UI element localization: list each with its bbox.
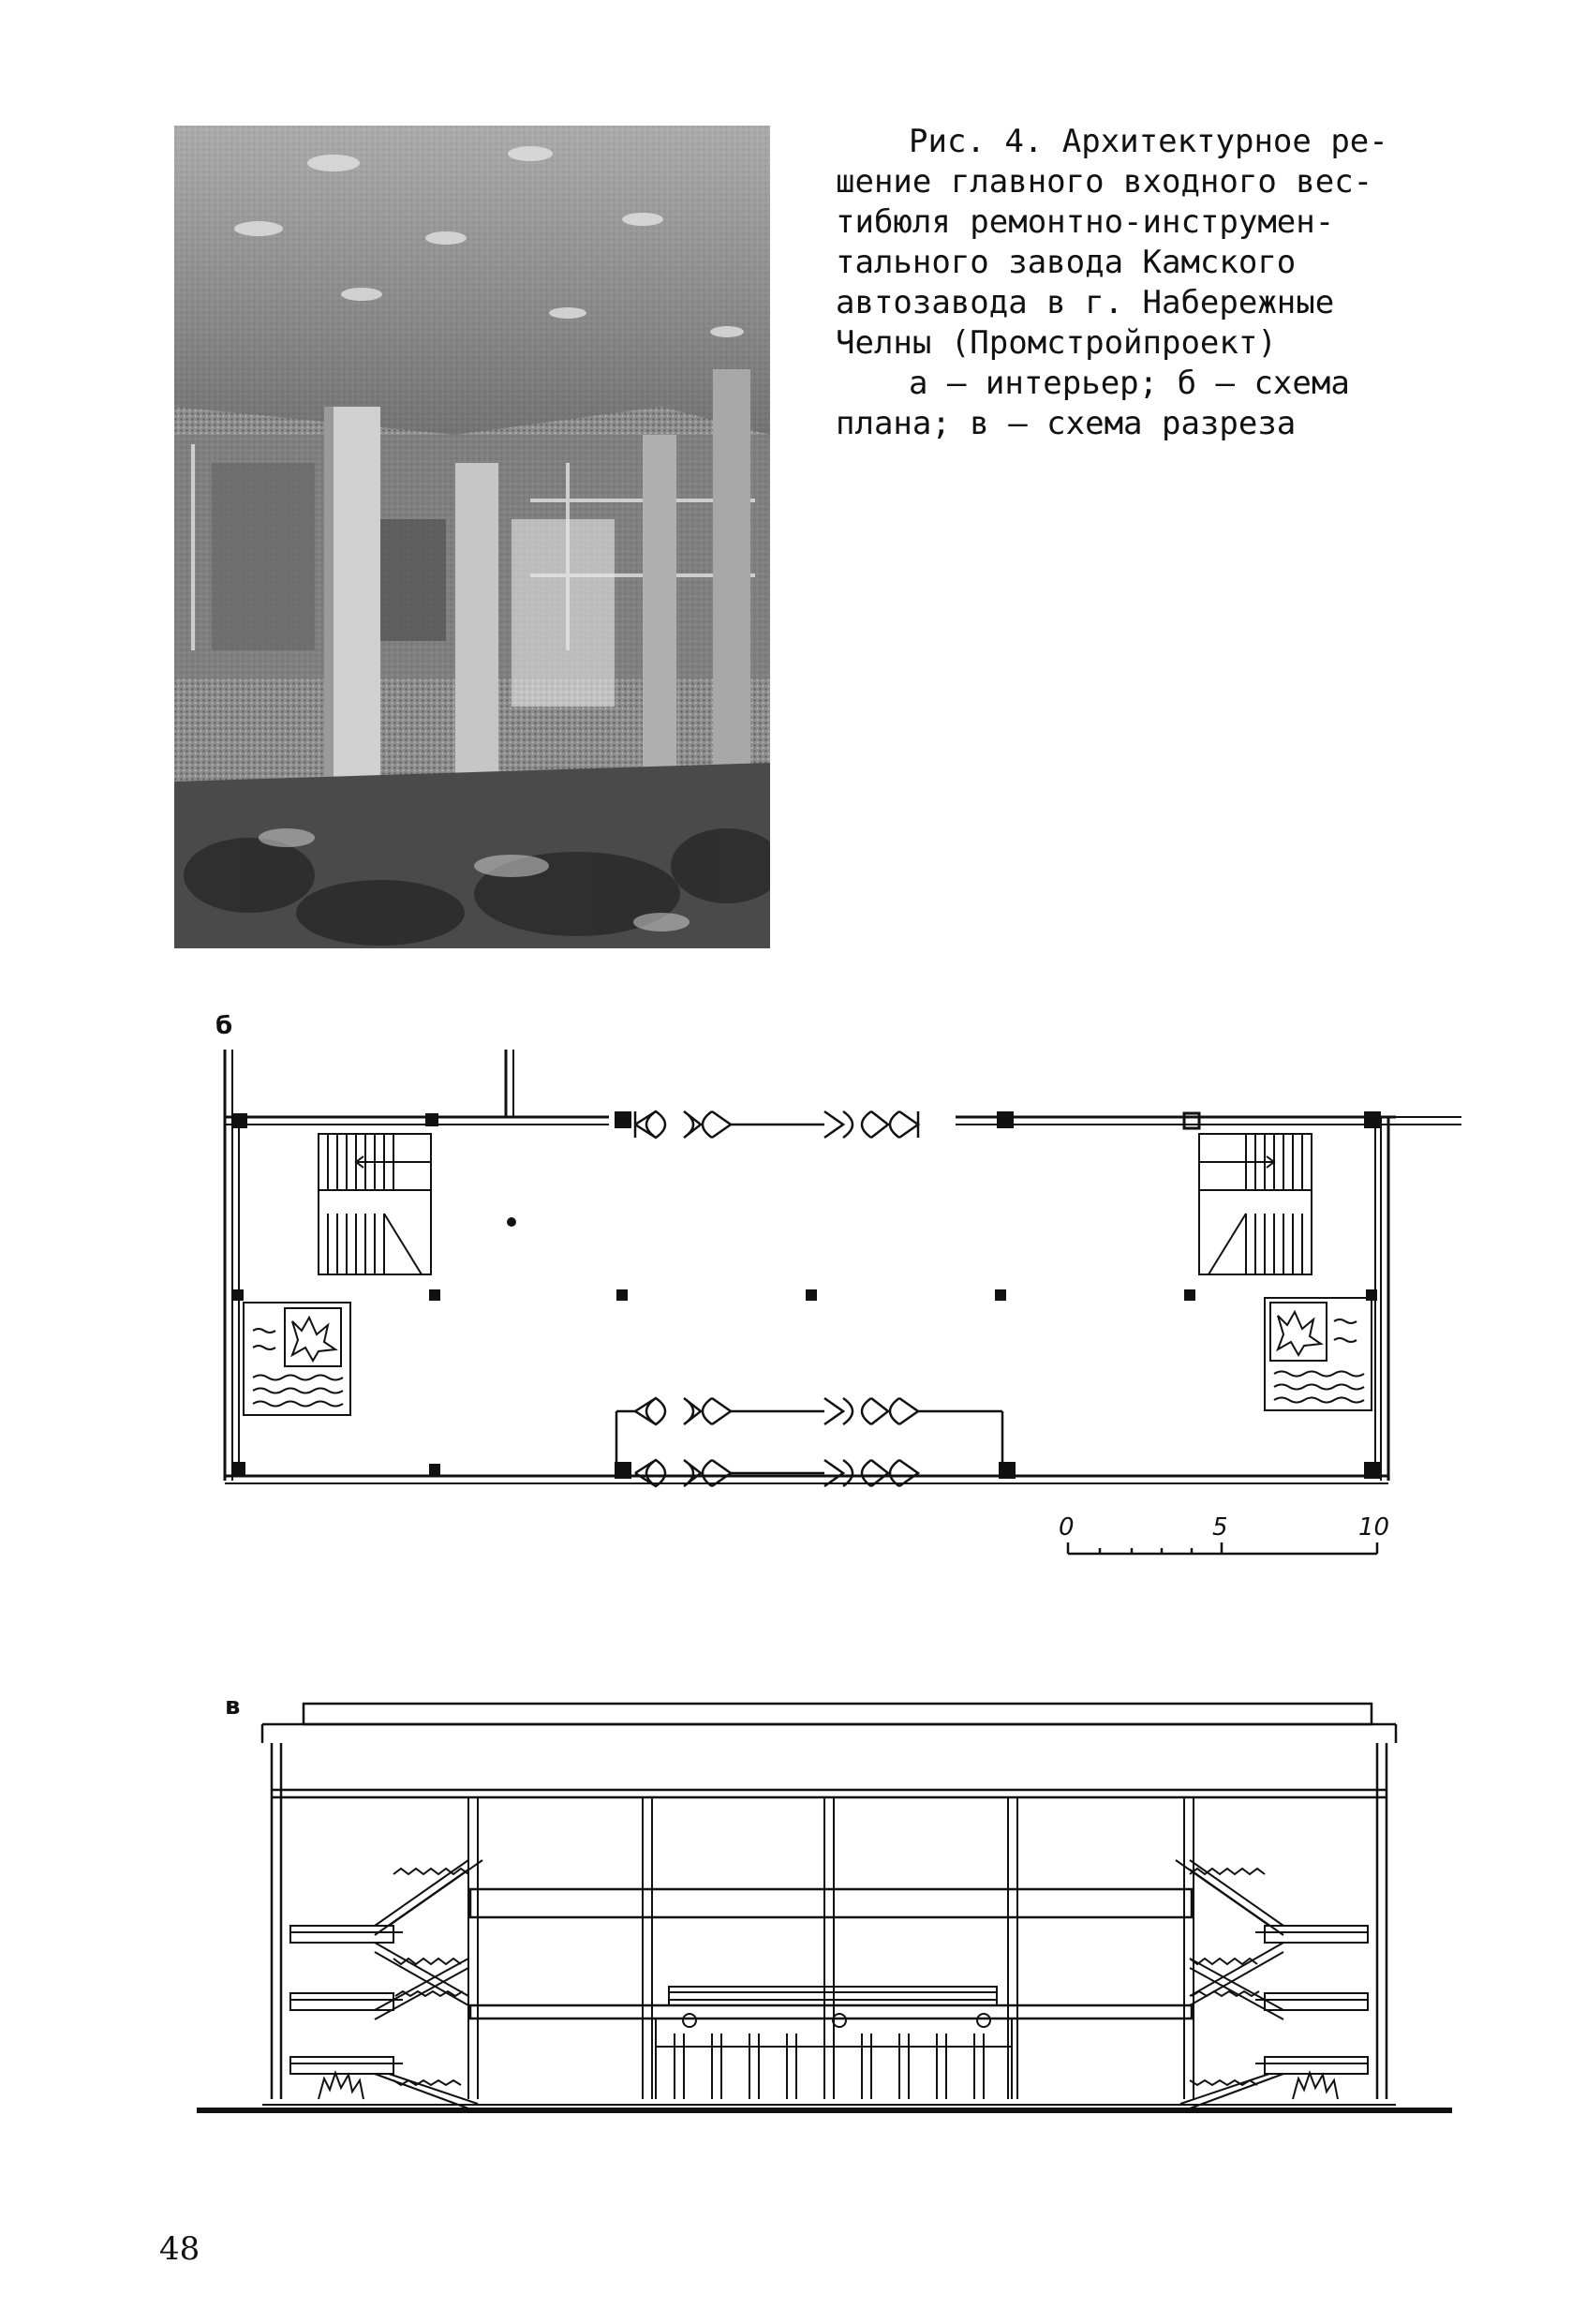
panel-b-label: б	[215, 1012, 233, 1040]
caption-line: автозавода в г. Набережные	[836, 284, 1335, 321]
legend-line: плана; в – схема разреза	[836, 405, 1297, 442]
section-drawing	[187, 1687, 1461, 2137]
panel-v-label: в	[225, 1692, 241, 1721]
plan-drawing	[187, 1012, 1461, 1574]
interior-photo	[174, 126, 770, 948]
figure-caption	[836, 122, 1454, 444]
floor-plan	[187, 1012, 1461, 1574]
caption-line: шение главного входного вес-	[836, 163, 1373, 201]
caption-line: тибюля ремонтно-инструмен-	[836, 203, 1335, 241]
caption-line: Челны (Промстройпроект)	[836, 324, 1277, 362]
interior-photo-image	[174, 126, 770, 948]
legend-line: а – интерьер; б – схема	[909, 365, 1350, 402]
scale-tick-label: 5	[1212, 1513, 1228, 1542]
page-number: 48	[159, 2230, 200, 2268]
caption-line: Рис. 4. Архитектурное ре-	[909, 123, 1388, 160]
caption-line: тального завода Камского	[836, 244, 1297, 281]
scale-tick-label: 10	[1358, 1513, 1390, 1542]
scale-tick-label: 0	[1059, 1513, 1075, 1542]
building-section	[187, 1687, 1461, 2137]
